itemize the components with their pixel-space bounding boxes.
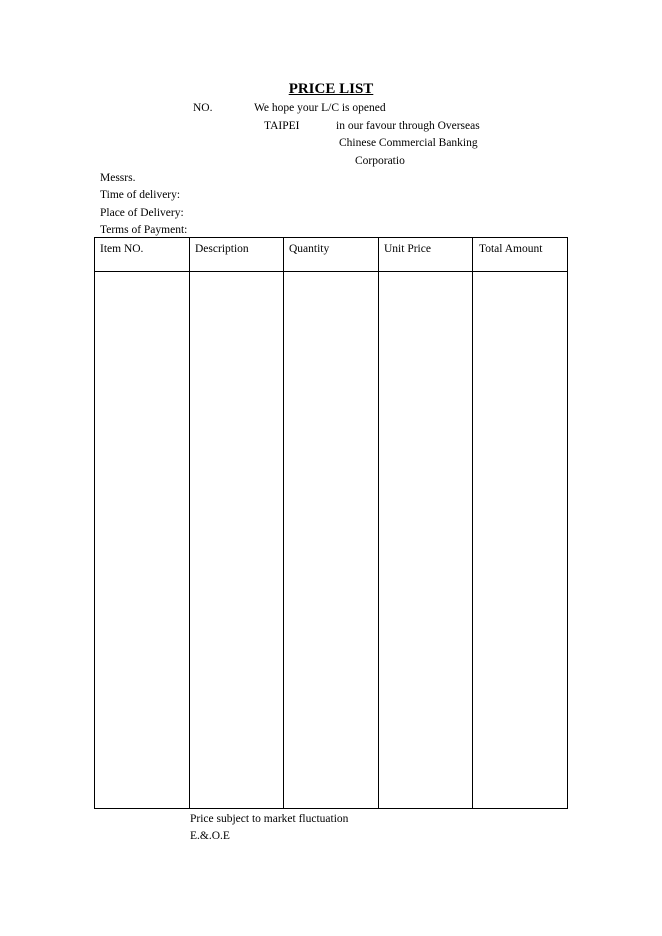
eoe-note: E.&.O.E	[190, 830, 230, 842]
document-title: PRICE LIST	[288, 81, 374, 97]
lc-text-line-3: Chinese Commercial Banking	[339, 137, 478, 149]
time-of-delivery-label: Time of delivery:	[100, 189, 181, 201]
column-header-item-no: Item NO.	[100, 243, 144, 255]
column-divider	[189, 238, 190, 808]
lc-text-line-1: We hope your L/C is opened	[254, 102, 386, 114]
terms-of-payment-label: Terms of Payment:	[100, 224, 188, 236]
column-divider	[378, 238, 379, 808]
column-header-quantity: Quantity	[289, 243, 330, 255]
column-divider	[283, 238, 284, 808]
number-label: NO.	[193, 102, 213, 114]
lc-text-line-4: Corporatio	[355, 155, 405, 167]
column-header-description: Description	[195, 243, 249, 255]
price-table	[94, 237, 568, 809]
city-label: TAIPEI	[264, 120, 300, 132]
lc-text-line-2: in our favour through Overseas	[336, 120, 480, 132]
column-header-total-amount: Total Amount	[479, 243, 543, 255]
place-of-delivery-label: Place of Delivery:	[100, 207, 184, 219]
table-header-divider	[95, 271, 567, 272]
messrs-label: Messrs.	[100, 172, 136, 184]
price-fluctuation-note: Price subject to market fluctuation	[190, 813, 349, 825]
column-divider	[472, 238, 473, 808]
column-header-unit-price: Unit Price	[384, 243, 431, 255]
